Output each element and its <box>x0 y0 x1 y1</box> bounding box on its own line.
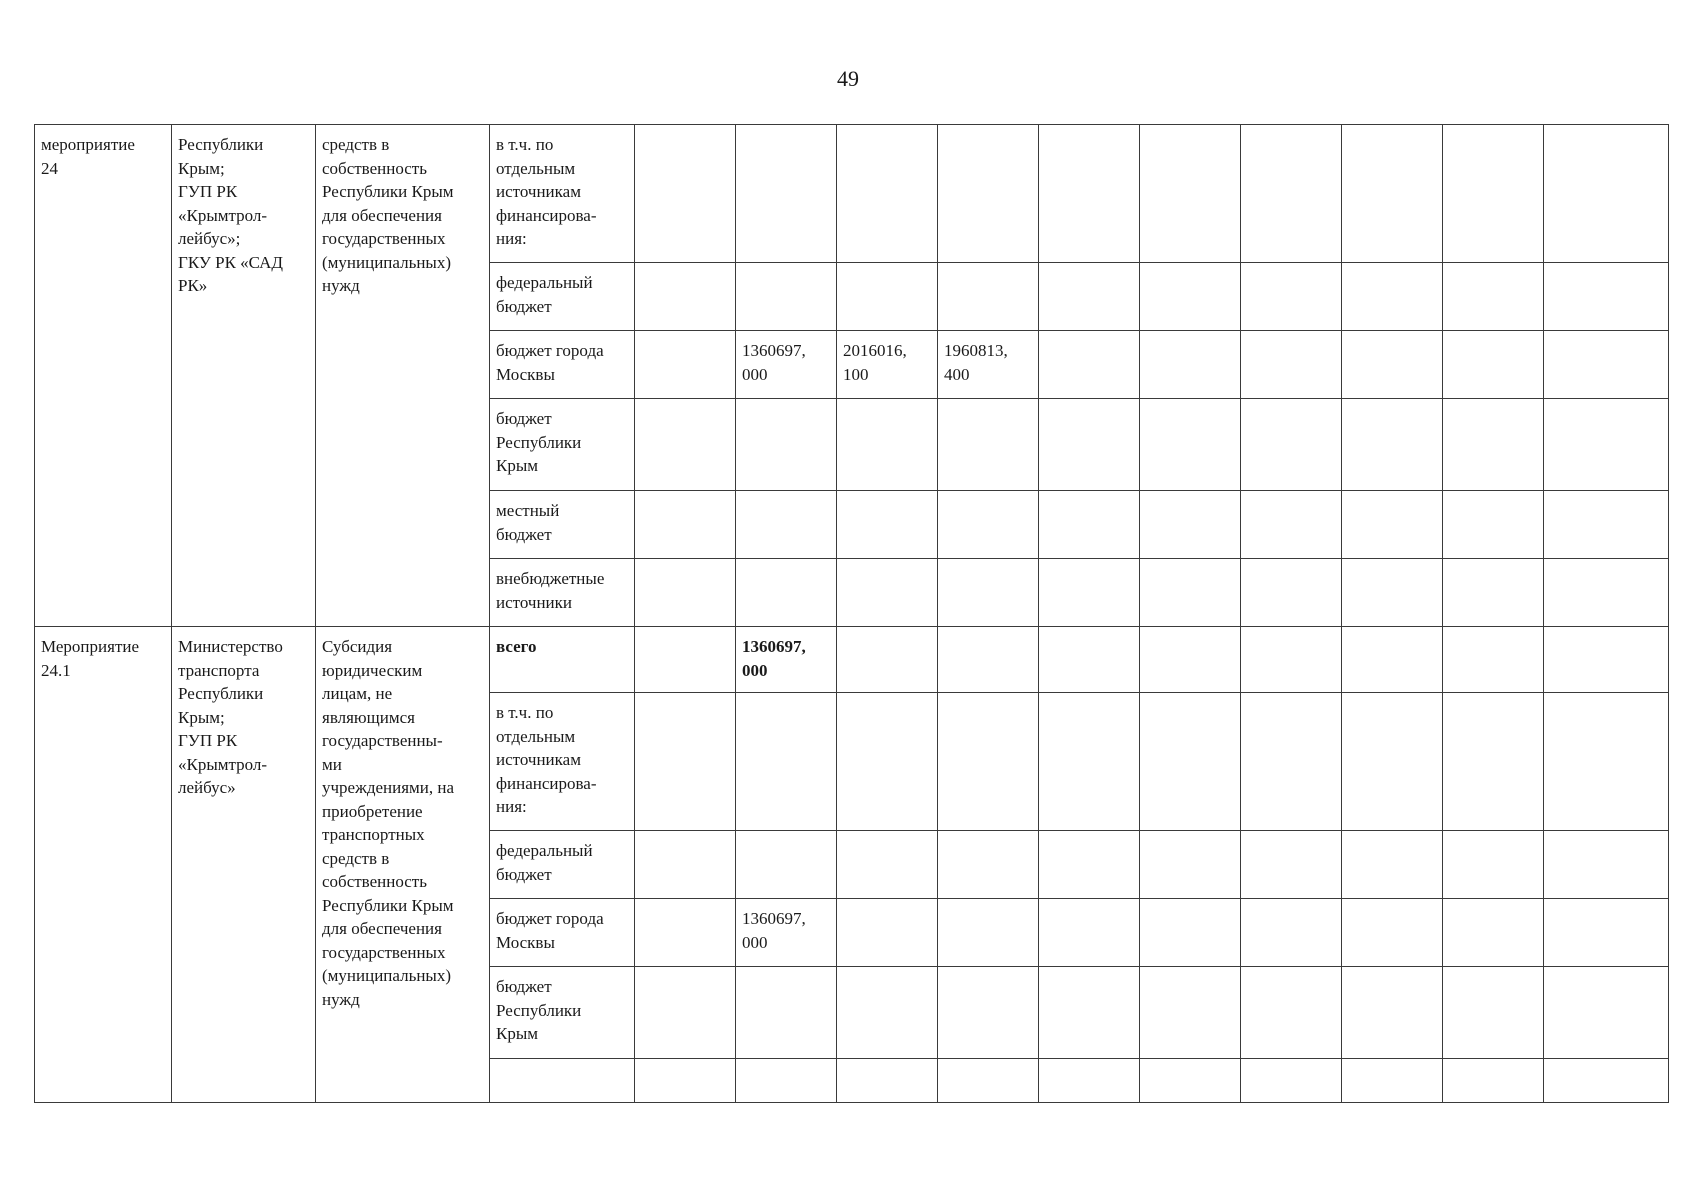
year-value-cell <box>1140 559 1241 627</box>
year-value-cell <box>1443 899 1544 967</box>
executor-cell: Республики Крым; ГУП РК «Крымтрол- лейбус»; ГКУ РК «САД РК» <box>172 125 316 627</box>
year-value-cell <box>1342 559 1443 627</box>
year-value-cell <box>1544 125 1669 263</box>
year-value-cell <box>736 693 837 831</box>
year-value-cell <box>1544 693 1669 831</box>
year-value-cell <box>938 491 1039 559</box>
year-value-cell <box>1443 627 1544 693</box>
year-value-cell <box>1544 263 1669 331</box>
year-value-cell <box>1140 263 1241 331</box>
year-value-cell <box>736 559 837 627</box>
year-value-cell <box>1039 899 1140 967</box>
year-value-cell <box>938 899 1039 967</box>
year-value-cell <box>1342 627 1443 693</box>
year-value-cell <box>1241 967 1342 1059</box>
year-value-cell <box>1544 1059 1669 1103</box>
table-body <box>35 125 1669 1103</box>
year-value-cell <box>635 693 736 831</box>
year-value-cell <box>1342 831 1443 899</box>
year-value-cell <box>1443 693 1544 831</box>
year-value-cell <box>1241 899 1342 967</box>
year-value-cell <box>837 399 938 491</box>
year-value-cell <box>1342 125 1443 263</box>
year-value-cell <box>938 125 1039 263</box>
funding-source-cell: в т.ч. по отдельным источникам финансирова- ния: <box>490 693 635 831</box>
funding-source-cell: бюджет города Москвы <box>490 899 635 967</box>
description-cell: Субсидия юридическим лицам, не являющимся государственны- ми учреждениями, на приобретение транспортных средств в собственность Республики Крым для обеспечения государственных (муниципальных) нужд <box>316 627 490 1103</box>
year-value-cell <box>938 263 1039 331</box>
year-value-cell: 1360697, 000 <box>736 899 837 967</box>
year-value-cell <box>635 899 736 967</box>
year-value-cell <box>1241 125 1342 263</box>
year-value-cell <box>938 399 1039 491</box>
year-value-cell <box>635 831 736 899</box>
year-value-cell <box>1342 1059 1443 1103</box>
year-value-cell <box>1443 491 1544 559</box>
table-row <box>35 125 1669 263</box>
funding-source-cell: бюджет Республики Крым <box>490 967 635 1059</box>
year-value-cell <box>1342 967 1443 1059</box>
year-value-cell <box>938 1059 1039 1103</box>
year-value-cell <box>837 693 938 831</box>
description-cell: средств в собственность Республики Крым для обеспечения государственных (муниципальных) нужд <box>316 125 490 627</box>
year-value-cell <box>736 831 837 899</box>
year-value-cell <box>837 263 938 331</box>
year-value-cell <box>938 831 1039 899</box>
year-value-cell <box>1241 693 1342 831</box>
year-value-cell <box>1443 399 1544 491</box>
year-value-cell <box>1039 1059 1140 1103</box>
year-value-cell <box>1039 399 1140 491</box>
year-value-cell <box>1443 831 1544 899</box>
funding-source-cell: всего <box>490 627 635 693</box>
funding-source-cell: внебюджетные источники <box>490 559 635 627</box>
year-value-cell <box>1241 627 1342 693</box>
year-value-cell <box>1241 559 1342 627</box>
year-value-cell <box>635 1059 736 1103</box>
year-value-cell <box>1342 331 1443 399</box>
year-value-cell <box>1140 967 1241 1059</box>
year-value-cell <box>938 627 1039 693</box>
year-value-cell <box>1544 331 1669 399</box>
year-value-cell <box>1039 831 1140 899</box>
year-value-cell <box>1241 491 1342 559</box>
year-value-cell <box>837 125 938 263</box>
year-value-cell <box>635 399 736 491</box>
year-value-cell <box>1443 967 1544 1059</box>
year-value-cell <box>1039 967 1140 1059</box>
page-number: 49 <box>837 66 859 91</box>
year-value-cell <box>1140 125 1241 263</box>
year-value-cell: 1360697, 000 <box>736 331 837 399</box>
activity-cell: мероприятие 24 <box>35 125 172 627</box>
year-value-cell <box>1140 399 1241 491</box>
year-value-cell <box>1039 125 1140 263</box>
year-value-cell <box>1039 693 1140 831</box>
year-value-cell <box>837 831 938 899</box>
year-value-cell <box>1241 399 1342 491</box>
year-value-cell <box>1342 263 1443 331</box>
table-row <box>35 627 1669 693</box>
year-value-cell <box>1544 491 1669 559</box>
year-value-cell <box>1140 627 1241 693</box>
year-value-cell <box>938 559 1039 627</box>
activity-cell: Мероприятие 24.1 <box>35 627 172 1103</box>
year-value-cell <box>1544 559 1669 627</box>
year-value-cell <box>1443 125 1544 263</box>
funding-source-cell <box>490 1059 635 1103</box>
year-value-cell <box>635 627 736 693</box>
year-value-cell <box>635 263 736 331</box>
year-value-cell <box>736 125 837 263</box>
year-value-cell <box>1342 899 1443 967</box>
year-value-cell <box>1140 1059 1241 1103</box>
year-value-cell <box>635 125 736 263</box>
year-value-cell <box>635 559 736 627</box>
year-value-cell <box>837 1059 938 1103</box>
year-value-cell <box>1342 491 1443 559</box>
year-value-cell <box>736 1059 837 1103</box>
year-value-cell <box>1544 967 1669 1059</box>
year-value-cell <box>837 967 938 1059</box>
year-value-cell <box>1544 831 1669 899</box>
year-value-cell <box>837 899 938 967</box>
year-value-cell <box>1039 491 1140 559</box>
year-value-cell <box>635 331 736 399</box>
year-value-cell <box>1039 263 1140 331</box>
year-value-cell <box>1140 491 1241 559</box>
year-value-cell <box>938 693 1039 831</box>
year-value-cell <box>736 491 837 559</box>
year-value-cell <box>938 967 1039 1059</box>
year-value-cell: 1960813, 400 <box>938 331 1039 399</box>
funding-source-cell: бюджет города Москвы <box>490 331 635 399</box>
year-value-cell <box>1241 263 1342 331</box>
year-value-cell <box>1140 693 1241 831</box>
year-value-cell <box>635 491 736 559</box>
funding-source-cell: местный бюджет <box>490 491 635 559</box>
year-value-cell <box>1241 1059 1342 1103</box>
year-value-cell <box>1544 627 1669 693</box>
year-value-cell <box>1140 331 1241 399</box>
year-value-cell <box>1039 627 1140 693</box>
year-value-cell <box>837 491 938 559</box>
year-value-cell <box>837 627 938 693</box>
year-value-cell <box>1241 331 1342 399</box>
funding-source-cell: федеральный бюджет <box>490 831 635 899</box>
year-value-cell: 2016016, 100 <box>837 331 938 399</box>
year-value-cell <box>1140 831 1241 899</box>
year-value-cell <box>1443 559 1544 627</box>
year-value-cell <box>837 559 938 627</box>
year-value-cell <box>1039 559 1140 627</box>
year-value-cell <box>1443 1059 1544 1103</box>
funding-source-cell: федеральный бюджет <box>490 263 635 331</box>
year-value-cell <box>1039 331 1140 399</box>
year-value-cell <box>736 263 837 331</box>
financing-table <box>34 124 1669 1103</box>
year-value-cell <box>635 967 736 1059</box>
funding-source-cell: бюджет Республики Крым <box>490 399 635 491</box>
year-value-cell: 1360697, 000 <box>736 627 837 693</box>
executor-cell: Министерство транспорта Республики Крым; ГУП РК «Крымтрол- лейбус» <box>172 627 316 1103</box>
year-value-cell <box>1140 899 1241 967</box>
year-value-cell <box>1443 331 1544 399</box>
year-value-cell <box>1241 831 1342 899</box>
year-value-cell <box>1544 899 1669 967</box>
year-value-cell <box>1443 263 1544 331</box>
year-value-cell <box>1544 399 1669 491</box>
year-value-cell <box>736 967 837 1059</box>
year-value-cell <box>736 399 837 491</box>
funding-source-cell: в т.ч. по отдельным источникам финансирова- ния: <box>490 125 635 263</box>
year-value-cell <box>1342 693 1443 831</box>
year-value-cell <box>1342 399 1443 491</box>
